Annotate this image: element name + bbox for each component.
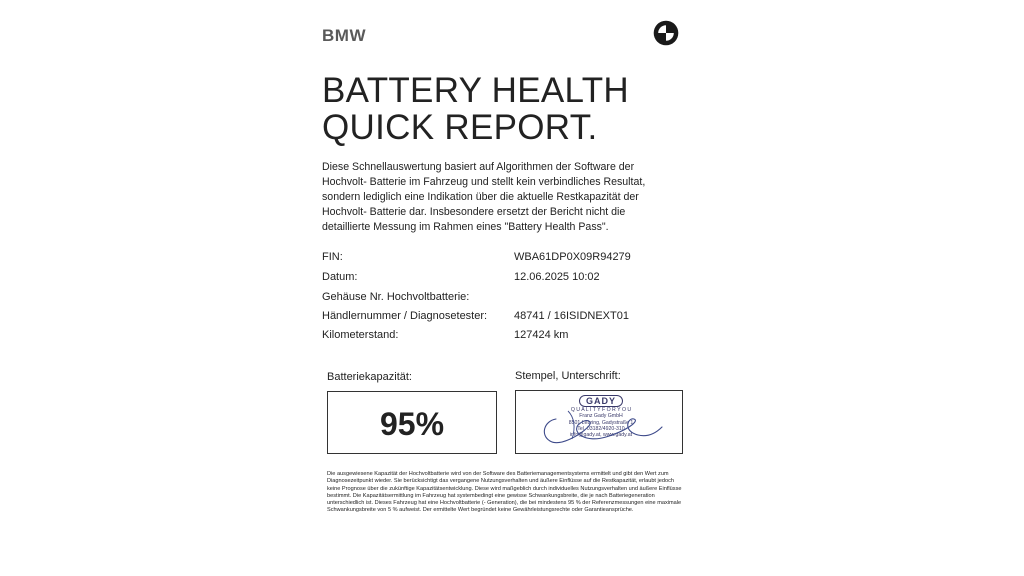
field-value-haendler: 48741 / 16ISIDNEXT01 [514, 310, 629, 322]
field-label-fin: FIN: [322, 251, 343, 263]
field-value-kilometer: 127424 km [514, 329, 569, 341]
stamp-address: 8501 Lebring, Gadystraße 1 [568, 419, 634, 426]
capacity-box [327, 391, 497, 454]
stamp-label: Stempel, Unterschrift: [515, 370, 621, 382]
field-value-datum: 12.06.2025 10:02 [514, 271, 600, 283]
stamp-company: Franz Gady GmbH [579, 413, 623, 420]
title-line-1: BATTERY HEALTH [322, 71, 629, 110]
capacity-label: Batteriekapazität: [327, 371, 412, 383]
intro-paragraph: Diese Schnellauswertung basiert auf Algorithmen der Software der Hochvolt- Batterie im Fahrzeug und stellt kein verbindliches Resultat, sondern lediglich eine Indikation über die aktuelle Restkapazität der Hochvolt- Batterie dar. Insbesondere ersetzt der Bericht nicht die detaillierte Messung im Rahmen eines "Battery Health Pass". [322, 161, 646, 233]
stamp-email: info@gady.at, www.gady.at [569, 432, 633, 439]
stamp-tagline: Q U A L I T Y F O R Y O U [570, 407, 632, 413]
capacity-value: 95% [379, 406, 445, 442]
disclaimer-footnote: Die ausgewiesene Kapazität der Hochvoltbatterie wird von der Software des Batteriemanagementsystems ermittelt und gibt den Wert zum Diagnosezeitpunkt wieder. Sie berücksichtigt das vergangene Nutzungsverhalten und äußere Einflüsse auf die Restkapazität, erlaubt jedoch keine Prognose über die zukünftige Kapazitätsentwicklung. Diese wird maßgeblich durch individuelles Nutzungsverhalten und äußere Einflüsse bestimmt. Die Kapazitätsermittlung im Fahrzeug hat systembedingt eine gewisse Schwankungsbreite, die je nach Batteriegeneration unterschiedlich ist. Dieses Fahrzeug hat eine Hochvoltbatterie (- Generation), die bei mindestens 95 % der Referenzmessungen eine maximale Schwankungsbreite von 5 % aufweist. Der ermittelte Wert begründet keine Gewährleistungsrechte oder Garantieansprüche. [327, 471, 682, 514]
brand-wordmark: BMW [322, 26, 366, 45]
field-label-haendler: Händlernummer / Diagnosetester: [322, 310, 488, 322]
stamp-box [515, 390, 683, 454]
field-label-datum: Datum: [322, 271, 358, 283]
handwritten-signature [516, 391, 682, 453]
field-label-kilometer: Kilometerstand: [322, 329, 399, 341]
field-label-gehaeuse: Gehäuse Nr. Hochvoltbatterie: [322, 291, 470, 303]
stamp-phone: Tel. 03182/4920-310 [577, 425, 625, 432]
field-value-fin: WBA61DP0X09R94279 [514, 251, 631, 263]
report-title [322, 72, 629, 146]
stamp-logo: GADY [579, 395, 623, 407]
title-line-2: QUICK REPORT. [322, 108, 598, 147]
bmw-roundel-icon [653, 20, 679, 46]
